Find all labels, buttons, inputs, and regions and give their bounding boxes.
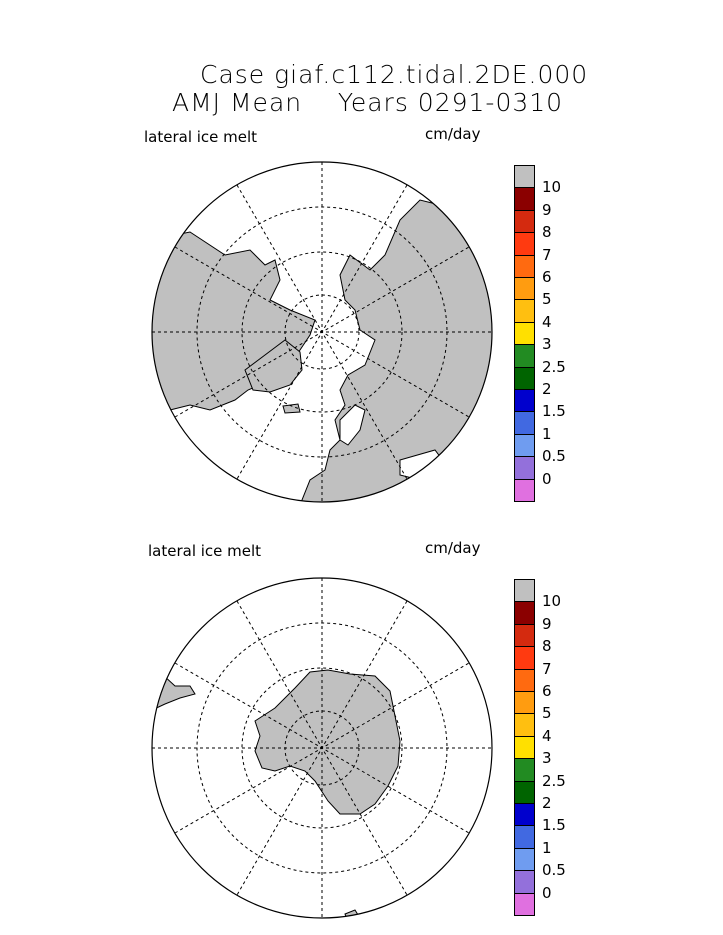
colorbar-tick-label: 2.5: [542, 357, 566, 376]
colorbar-tick-label: 10: [542, 178, 562, 197]
colorbar-swatch: [514, 344, 535, 367]
colorbar-swatch: [514, 210, 535, 233]
colorbar-tick-label: 1: [542, 424, 552, 443]
colorbar-swatch: [514, 736, 535, 759]
panel1-units-label: cm/day: [425, 125, 481, 143]
colorbar-tick-label: 5: [542, 290, 552, 309]
title-line-2: AMJ Mean Years 0291-0310: [172, 88, 564, 117]
colorbar-tick-label: 7: [542, 659, 552, 678]
colorbar-swatch: [514, 848, 535, 871]
colorbar-swatch: [514, 479, 535, 502]
colorbar-swatch: [514, 456, 535, 479]
colorbar-tick-label: 6: [542, 682, 552, 700]
colorbar-tick-label: 0: [542, 469, 552, 488]
colorbar-swatch: [514, 893, 535, 916]
colorbar-swatch: [514, 825, 535, 848]
colorbar-swatch: [514, 624, 535, 647]
colorbar-swatch: [514, 758, 535, 781]
colorbar-tick-label: 0.5: [542, 861, 566, 880]
panel2-variable-label: lateral ice melt: [148, 542, 262, 560]
colorbar-swatch: [514, 389, 535, 412]
colorbar-swatch: [514, 646, 535, 669]
colorbar-tick-label: 3: [542, 335, 552, 354]
colorbar-tick-label: 7: [542, 245, 552, 264]
colorbar-tick-label: 0: [542, 883, 552, 902]
colorbar-swatch: [514, 669, 535, 692]
colorbar-tick-label: 2.5: [542, 771, 566, 790]
colorbar-swatch: [514, 299, 535, 322]
colorbar-swatch: [514, 601, 535, 624]
colorbar-tick-label: 0.5: [542, 447, 566, 466]
colorbar-swatch: [514, 165, 535, 188]
panel2-units-label: cm/day: [425, 539, 481, 557]
colorbar-swatch: [514, 434, 535, 457]
colorbar-swatch: [514, 870, 535, 893]
colorbar-tick-label: 2: [542, 794, 552, 812]
colorbar-swatch: [514, 232, 535, 255]
colorbar-swatch: [514, 367, 535, 390]
colorbar-swatch: [514, 411, 535, 434]
colorbar-swatch: [514, 803, 535, 826]
colorbar-swatch: [514, 579, 535, 602]
colorbar-tick-label: 9: [542, 614, 552, 633]
colorbar-tick-label: 1.5: [542, 816, 566, 835]
colorbar-tick-label: 2: [542, 380, 552, 398]
colorbar-tick-label: 10: [542, 592, 562, 611]
colorbar-tick-label: 1: [542, 838, 552, 857]
panel1-variable-label: lateral ice melt: [144, 128, 258, 146]
colorbar-tick-label: 4: [542, 312, 552, 331]
colorbar-swatch: [514, 255, 535, 278]
colorbar-tick-label: 1.5: [542, 402, 566, 421]
colorbar-tick-label: 6: [542, 268, 552, 286]
south-polar-map: [150, 576, 495, 921]
colorbar-tick-label: 9: [542, 200, 552, 219]
title-line-1: Case giaf.c112.tidal.2DE.000: [200, 60, 589, 89]
colorbar-tick-label: 5: [542, 704, 552, 723]
colorbar-swatch: [514, 187, 535, 210]
north-polar-map: [150, 160, 495, 505]
colorbar-swatch: [514, 322, 535, 345]
colorbar-swatch: [514, 691, 535, 714]
colorbar-tick-label: 8: [542, 223, 552, 242]
colorbar-tick-label: 8: [542, 637, 552, 656]
colorbar-tick-label: 4: [542, 726, 552, 745]
colorbar-swatch: [514, 781, 535, 804]
colorbar-swatch: [514, 277, 535, 300]
colorbar-tick-label: 3: [542, 749, 552, 768]
colorbar-swatch: [514, 713, 535, 736]
